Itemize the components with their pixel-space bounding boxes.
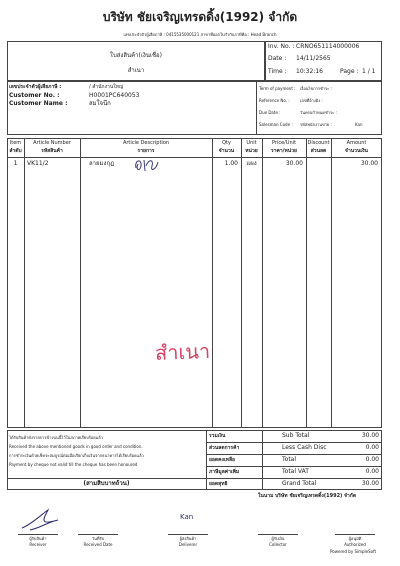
payment-term-label: Term of payment : [259, 86, 296, 91]
receiver-label-th: ผู้รับสินค้า [29, 536, 47, 541]
deliverer-label-en: Deliverer [178, 542, 198, 547]
date-value: 14/11/2565 [296, 55, 331, 62]
vat-label-th: ภาษีมูลค่าเพิ่ม [209, 469, 240, 475]
row-amount: 30.00 [360, 160, 378, 167]
cash-disc-value: 0.00 [365, 444, 379, 451]
due-date-label: Due Date : [259, 110, 281, 115]
cash-disc-label-en: Less Cash Disc [282, 444, 327, 451]
total-label-th: ยอดคงเหลือ [209, 457, 236, 463]
deliverer-signature: Kan [180, 513, 194, 521]
reference-label: Reference No. : [259, 98, 290, 103]
deliverer-label-th: ผู้ส่งสินค้า [179, 536, 197, 541]
copy-stamp: สำเนา [154, 339, 211, 365]
receiver-signature [18, 506, 68, 532]
header-discount-en: Discount [307, 140, 330, 146]
items-table [7, 138, 382, 428]
payment-term-value: เงื่อนไขการชำระ : [300, 86, 332, 91]
salesman-name: Kan [355, 122, 363, 127]
note-cheque-th: การชำระเงินด้วยเช็คจะสมบูรณ์ต่อเมื่อเรียกเก็บเงินจากธนาคารได้เรียบร้อยแล้ว [9, 453, 144, 458]
header-amount-en: Amount [346, 140, 367, 146]
company-sign-line: ในนาม บริษัท ชัยเจริญเทรดดิ้ง(1992) จำกัด [258, 493, 357, 499]
row-price: 30.00 [285, 160, 303, 167]
header-article-th: รหัสสินค้า [41, 148, 63, 154]
grand-total-label-en: Grand Total [282, 480, 317, 487]
total-value: 0.00 [365, 456, 379, 463]
note-received-th: ได้รับสินค้าดังรายการข้างบนนี้ไว้ในสภาพเรียบร้อยแล้ว [9, 435, 103, 440]
salesman-label: Salesman Code : [259, 122, 293, 127]
page-label: Page : [340, 68, 359, 75]
doc-title-box [7, 41, 265, 81]
subtotal-label-th: รวมเงิน [209, 433, 226, 439]
doc-title: ใบส่งสินค้า(เงินเชื่อ) [110, 52, 162, 59]
header-article-en: Article Number [33, 140, 71, 146]
subtotal-label-en: Sub Total [282, 432, 310, 439]
note-received-en: Received the above mentioned goods in good order and condition. [9, 444, 143, 449]
customer-no-value: H0001PC640053 [89, 92, 140, 99]
header-unit-en: Unit [246, 140, 257, 146]
amount-in-words: (สามสิบบาทถ้วน) [83, 480, 130, 487]
authorized-label-th: ผู้อนุมัติ [348, 536, 362, 541]
powered-by: Powered by SimpleSoft [330, 549, 377, 554]
header-item-en: Item [9, 140, 22, 146]
cash-disc-label-th: ส่วนลดการค้า [209, 445, 240, 451]
customer-tax-label: เลขประจำตัวผู้เสียภาษี : [9, 84, 62, 90]
row-qty: 1.00 [224, 160, 238, 167]
header-price-th: ราคา/หน่วย [271, 148, 297, 154]
subtotal-value: 30.00 [361, 432, 379, 439]
inv-value: CRNO651114000006 [296, 43, 360, 50]
page-value: 1 / 1 [362, 68, 376, 75]
header-unit-th: หน่วย [245, 148, 258, 154]
collector-label-en: Collector [269, 542, 287, 547]
grand-total-label-th: ยอดสุทธิ [209, 481, 228, 487]
date-label: Date : [268, 55, 287, 62]
received-date-label-en: Received Date [83, 542, 113, 547]
header-qty-th: จำนวน [218, 148, 235, 154]
header-desc-th: รายการ [137, 148, 155, 154]
header-price-en: Price/Unit [271, 140, 297, 146]
due-date-value: วันครบกำหนดชำระ : [300, 110, 337, 115]
time-value: 10:32:16 [296, 68, 323, 75]
vat-value: 0.00 [365, 468, 379, 475]
customer-name-value: สมใจนึก [89, 100, 111, 107]
row-item: 1 [13, 160, 18, 167]
authorized-label-en: Authorized [344, 542, 366, 547]
vat-label-en: Total VAT [282, 468, 309, 475]
customer-tax-value: / สำนักงานใหญ่ [89, 84, 124, 90]
inv-label: Inv. No. : [268, 43, 295, 50]
handwritten-mark [132, 154, 162, 176]
row-desc: ลายมงกุฎ [89, 160, 115, 167]
header-item-th: ลำดับ [9, 148, 22, 154]
header-qty-en: Qty [222, 140, 231, 146]
header-amount-th: จำนวนเงิน [345, 148, 368, 154]
collector-label-th: ผู้รับเงิน [271, 536, 285, 541]
customer-no-label: Customer No. : [9, 92, 60, 99]
company-tax-line: เลขประจำตัวผู้เสียภาษี : 0415535000121 สาขาที่ออกใบกำกับภาษีคือ : Head Branch [123, 32, 277, 37]
received-date-label-th: วันที่รับ [91, 536, 105, 541]
doc-subtitle: สำเนา [127, 67, 145, 74]
row-unit: แผง [246, 160, 257, 167]
header-discount-th: ส่วนลด [310, 148, 327, 154]
salesman-value: รหัสพนักงานขาย : [300, 122, 332, 127]
total-label-en: Total [282, 456, 297, 463]
reference-value: เลขที่อ้างอิง : [300, 98, 323, 103]
grand-total-value: 30.00 [361, 480, 379, 487]
note-cheque-en: Payment by cheque not valid till the cheque has been honoured [9, 462, 138, 467]
customer-name-label: Customer Name : [9, 100, 68, 107]
row-article: VK11/2 [27, 160, 49, 167]
header-desc-en: Article Description [122, 140, 170, 146]
receiver-label-en: Receiver [29, 542, 47, 547]
time-label: Time : [268, 68, 287, 75]
company-name: บริษัท ชัยเจริญเทรดดิ้ง(1992) จำกัด [102, 10, 298, 24]
